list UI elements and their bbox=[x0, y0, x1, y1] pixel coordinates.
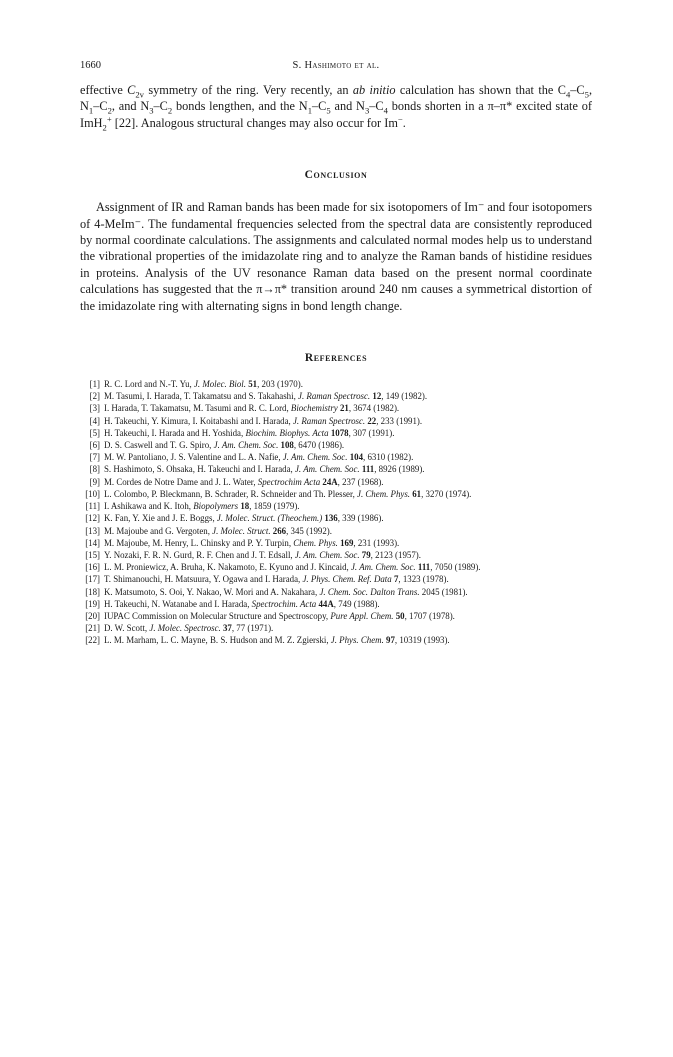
reference-volume: 266 bbox=[272, 525, 287, 536]
reference-details: , 1707 (1978). bbox=[404, 610, 455, 621]
reference-item bbox=[80, 622, 592, 634]
reference-journal: J. Chem. Soc. Dalton Trans. bbox=[319, 586, 420, 597]
reference-journal: J. Raman Spectrosc. bbox=[298, 391, 371, 402]
reference-item bbox=[80, 598, 592, 610]
reference-item bbox=[80, 439, 592, 451]
reference-number: [8] bbox=[89, 464, 100, 475]
reference-volume: 7 bbox=[393, 574, 399, 585]
reference-journal: J. Molec. Struct. bbox=[212, 525, 271, 536]
reference-authors: H. Takeuchi, I. Harada and H. Yoshida, bbox=[104, 427, 246, 438]
reference-number: [13] bbox=[85, 525, 100, 536]
reference-details: , 3674 (1982). bbox=[348, 403, 400, 414]
reference-number: [18] bbox=[85, 586, 100, 597]
reference-volume: 61 bbox=[412, 488, 422, 499]
page-number: 1660 bbox=[80, 60, 101, 71]
reference-item bbox=[80, 402, 592, 414]
reference-details: , 1859 (1979). bbox=[249, 501, 300, 512]
reference-journal: J. Phys. Chem. bbox=[330, 635, 384, 646]
reference-number: [22] bbox=[85, 635, 100, 646]
reference-item bbox=[80, 488, 592, 500]
reference-authors: T. Shimanouchi, H. Matsuura, Y. Ogawa and I. Harada, bbox=[104, 574, 303, 585]
reference-authors: K. Matsumoto, S. Ooi, Y. Nakao, W. Mori and A. Nakahara, bbox=[104, 586, 320, 597]
reference-details: , 749 (1988). bbox=[333, 598, 380, 609]
reference-authors: I. Harada, T. Takamatsu, M. Tasumi and R. C. Lord, bbox=[104, 403, 291, 414]
reference-journal: J. Molec. Biol. bbox=[193, 379, 246, 390]
reference-details: , 7050 (1989). bbox=[430, 562, 481, 573]
reference-details: 2045 (1981). bbox=[421, 586, 468, 597]
page-header bbox=[80, 60, 592, 78]
reference-volume: 111 bbox=[361, 464, 375, 475]
reference-details: , 1323 (1978). bbox=[398, 574, 449, 585]
reference-volume: 97 bbox=[386, 635, 395, 646]
reference-number: [17] bbox=[85, 574, 100, 585]
reference-item bbox=[80, 573, 592, 585]
reference-details: , 233 (1991). bbox=[376, 415, 423, 426]
reference-item bbox=[80, 525, 592, 537]
reference-item bbox=[80, 537, 592, 549]
reference-number: [16] bbox=[85, 562, 100, 573]
reference-details: , 2123 (1957). bbox=[370, 549, 421, 560]
reference-list bbox=[80, 378, 592, 646]
reference-number: [14] bbox=[85, 537, 100, 548]
reference-number: [3] bbox=[89, 403, 100, 414]
reference-authors: Y. Nozaki, F. R. N. Gurd, R. F. Chen and J. T. Edsall, bbox=[104, 549, 295, 560]
reference-journal: J. Molec. Spectrosc. bbox=[149, 623, 221, 634]
reference-item bbox=[80, 476, 592, 488]
reference-item bbox=[80, 512, 592, 524]
reference-volume: 12 bbox=[372, 391, 382, 402]
reference-journal: Spectrochim Acta bbox=[257, 476, 321, 487]
reference-details: , 231 (1993). bbox=[353, 537, 400, 548]
reference-journal: J. Am. Chem. Soc. bbox=[294, 464, 360, 475]
reference-item bbox=[80, 463, 592, 475]
reference-item bbox=[80, 549, 592, 561]
reference-journal: J. Am. Chem. Soc. bbox=[213, 440, 279, 451]
reference-item bbox=[80, 427, 592, 439]
reference-volume: 21 bbox=[339, 403, 349, 414]
intro-paragraph: effective $C_{2v}$ symmetry of the ring. Very recently, an ab initio calculation has shown that the $C_4-C_5$, $N_1-C_2$, and $N_3-C_2$ bonds lengthen, and the $N_1-C_5$ and $N_3-C_4$ bonds shorten in a π–π* excited state of ImH$_2$+ [22]. Analogous structural changes may also occur for Im−. bbox=[80, 83, 593, 133]
conclusion-paragraph: Assignment of IR and Raman bands has been made for six isotopomers of Im⁻ and four isotopomers of 4-MeIm⁻. The fundamental frequencies selected from the spectral data are consistently reproduced by normal coordinate calculations. The assignments and calculated normal modes help us to understand the vibrational properties of the imidazolate ring and to analyze the Raman bands of histidine residues in proteins. Analysis of the UV resonance Raman data based on the present normal coordinate calculations has suggested that the π→π* transition around 240 nm causes a symmetrical distortion of the imidazolate ring with alternating signs in bond length change. bbox=[80, 200, 592, 313]
reference-authors: K. Fan, Y. Xie and J. E. Boggs, bbox=[104, 513, 217, 524]
reference-journal: J. Chem. Phys. bbox=[357, 488, 411, 499]
reference-item bbox=[80, 561, 592, 573]
reference-details: , 6310 (1982). bbox=[363, 452, 414, 463]
reference-volume: 50 bbox=[395, 610, 405, 621]
reference-details: , 149 (1982). bbox=[381, 391, 428, 402]
reference-authors: L. M. Marham, L. C. Mayne, B. S. Hudson and M. Z. Zgierski, bbox=[104, 635, 331, 646]
reference-authors: IUPAC Commission on Molecular Structure and Spectroscopy, bbox=[104, 610, 331, 621]
reference-volume: 111 bbox=[417, 562, 431, 573]
reference-item bbox=[80, 378, 592, 390]
reference-details: , 10319 (1993). bbox=[394, 635, 450, 646]
reference-journal: J. Am. Chem. Soc. bbox=[294, 549, 360, 560]
reference-details: , 345 (1992). bbox=[286, 525, 332, 536]
reference-details: , 203 (1970). bbox=[257, 379, 303, 390]
reference-authors: M. Majoube and G. Vergoten, bbox=[104, 525, 213, 536]
reference-authors: H. Takeuchi, N. Watanabe and I. Harada, bbox=[104, 598, 252, 609]
reference-volume: 136 bbox=[324, 513, 338, 524]
reference-number: [15] bbox=[85, 549, 100, 560]
reference-item bbox=[80, 500, 592, 512]
reference-journal: J. Am. Chem. Soc. bbox=[282, 452, 348, 463]
reference-item bbox=[80, 451, 592, 463]
reference-number: [6] bbox=[89, 440, 100, 451]
reference-volume: 51 bbox=[248, 379, 258, 390]
conclusion-heading: Conclusion bbox=[304, 169, 368, 182]
reference-volume: 24A bbox=[322, 476, 338, 487]
reference-number: [21] bbox=[85, 623, 100, 634]
reference-volume: 108 bbox=[280, 440, 294, 451]
reference-number: [12] bbox=[85, 513, 100, 524]
reference-authors: D. S. Caswell and T. G. Spiro, bbox=[104, 440, 214, 451]
reference-details: , 8926 (1989). bbox=[374, 464, 425, 475]
reference-volume: 44A bbox=[318, 598, 334, 609]
reference-volume: 104 bbox=[349, 452, 363, 463]
reference-volume: 169 bbox=[340, 537, 354, 548]
reference-number: [9] bbox=[89, 476, 100, 487]
reference-number: [19] bbox=[85, 598, 100, 609]
reference-journal: Biopolymers bbox=[193, 501, 239, 512]
reference-number: [11] bbox=[85, 501, 100, 512]
reference-volume: 18 bbox=[240, 501, 250, 512]
reference-journal: Biochim. Biophys. Acta bbox=[245, 427, 329, 438]
reference-journal: J. Raman Spectrosc. bbox=[292, 415, 366, 426]
reference-number: [4] bbox=[89, 415, 100, 426]
reference-journal: J. Phys. Chem. Ref. Data bbox=[302, 574, 392, 585]
running-head: S. Hashimoto et al. bbox=[292, 60, 380, 71]
reference-authors: M. W. Pantoliano, J. S. Valentine and L. A. Nafie, bbox=[104, 452, 283, 463]
reference-details: , 339 (1986). bbox=[337, 513, 384, 524]
reference-details: , 3270 (1974). bbox=[421, 488, 472, 499]
reference-volume: 79 bbox=[361, 549, 371, 560]
reference-authors: L. Colombo, P. Bleckmann, B. Schrader, R. Schneider and Th. Plesser, bbox=[104, 488, 358, 499]
reference-number: [20] bbox=[85, 610, 100, 621]
reference-journal: Biochemistry bbox=[290, 403, 338, 414]
reference-authors: L. M. Proniewicz, A. Bruha, K. Nakamoto, E. Kyuno and J. Kincaid, bbox=[104, 562, 351, 573]
paper-page bbox=[80, 60, 592, 647]
reference-item bbox=[80, 390, 592, 402]
reference-details: , 237 (1968). bbox=[337, 476, 384, 487]
reference-number: [2] bbox=[89, 391, 100, 402]
reference-volume: 1078 bbox=[330, 427, 349, 438]
reference-volume: 37 bbox=[222, 623, 232, 634]
references-heading: References bbox=[304, 352, 368, 365]
reference-item bbox=[80, 634, 592, 646]
reference-item bbox=[80, 415, 592, 427]
reference-journal: Spectrochim. Acta bbox=[251, 598, 317, 609]
reference-journal: J. Am. Chem. Soc. bbox=[350, 562, 416, 573]
reference-number: [5] bbox=[89, 427, 100, 438]
reference-volume: 22 bbox=[367, 415, 377, 426]
reference-item bbox=[80, 610, 592, 622]
reference-authors: R. C. Lord and N.-T. Yu, bbox=[104, 379, 194, 390]
reference-number: [10] bbox=[85, 488, 100, 499]
reference-journal: Pure Appl. Chem. bbox=[330, 610, 394, 621]
reference-journal: J. Molec. Struct. (Theochem.) bbox=[216, 513, 323, 524]
reference-authors: M. Tasumi, I. Harada, T. Takamatsu and S. Takahashi, bbox=[104, 391, 299, 402]
reference-number: [7] bbox=[89, 452, 100, 463]
reference-authors: M. Majoube, M. Henry, L. Chinsky and P. Y. Turpin, bbox=[104, 537, 294, 548]
reference-authors: S. Hashimoto, S. Ohsaka, H. Takeuchi and I. Harada, bbox=[104, 464, 295, 475]
reference-details: , 77 (1971). bbox=[231, 623, 274, 634]
reference-item bbox=[80, 586, 592, 598]
reference-authors: H. Takeuchi, Y. Kimura, I. Koitabashi and I. Harada, bbox=[104, 415, 293, 426]
reference-details: , 6470 (1986). bbox=[293, 440, 345, 451]
reference-authors: I. Ashikawa and K. Itoh, bbox=[104, 501, 194, 512]
reference-authors: D. W. Scott, bbox=[104, 623, 150, 634]
reference-number: [1] bbox=[89, 379, 100, 390]
reference-journal: Chem. Phys. bbox=[293, 537, 338, 548]
reference-details: , 307 (1991). bbox=[348, 427, 395, 438]
reference-authors: M. Cordes de Notre Dame and J. L. Water, bbox=[104, 476, 258, 487]
